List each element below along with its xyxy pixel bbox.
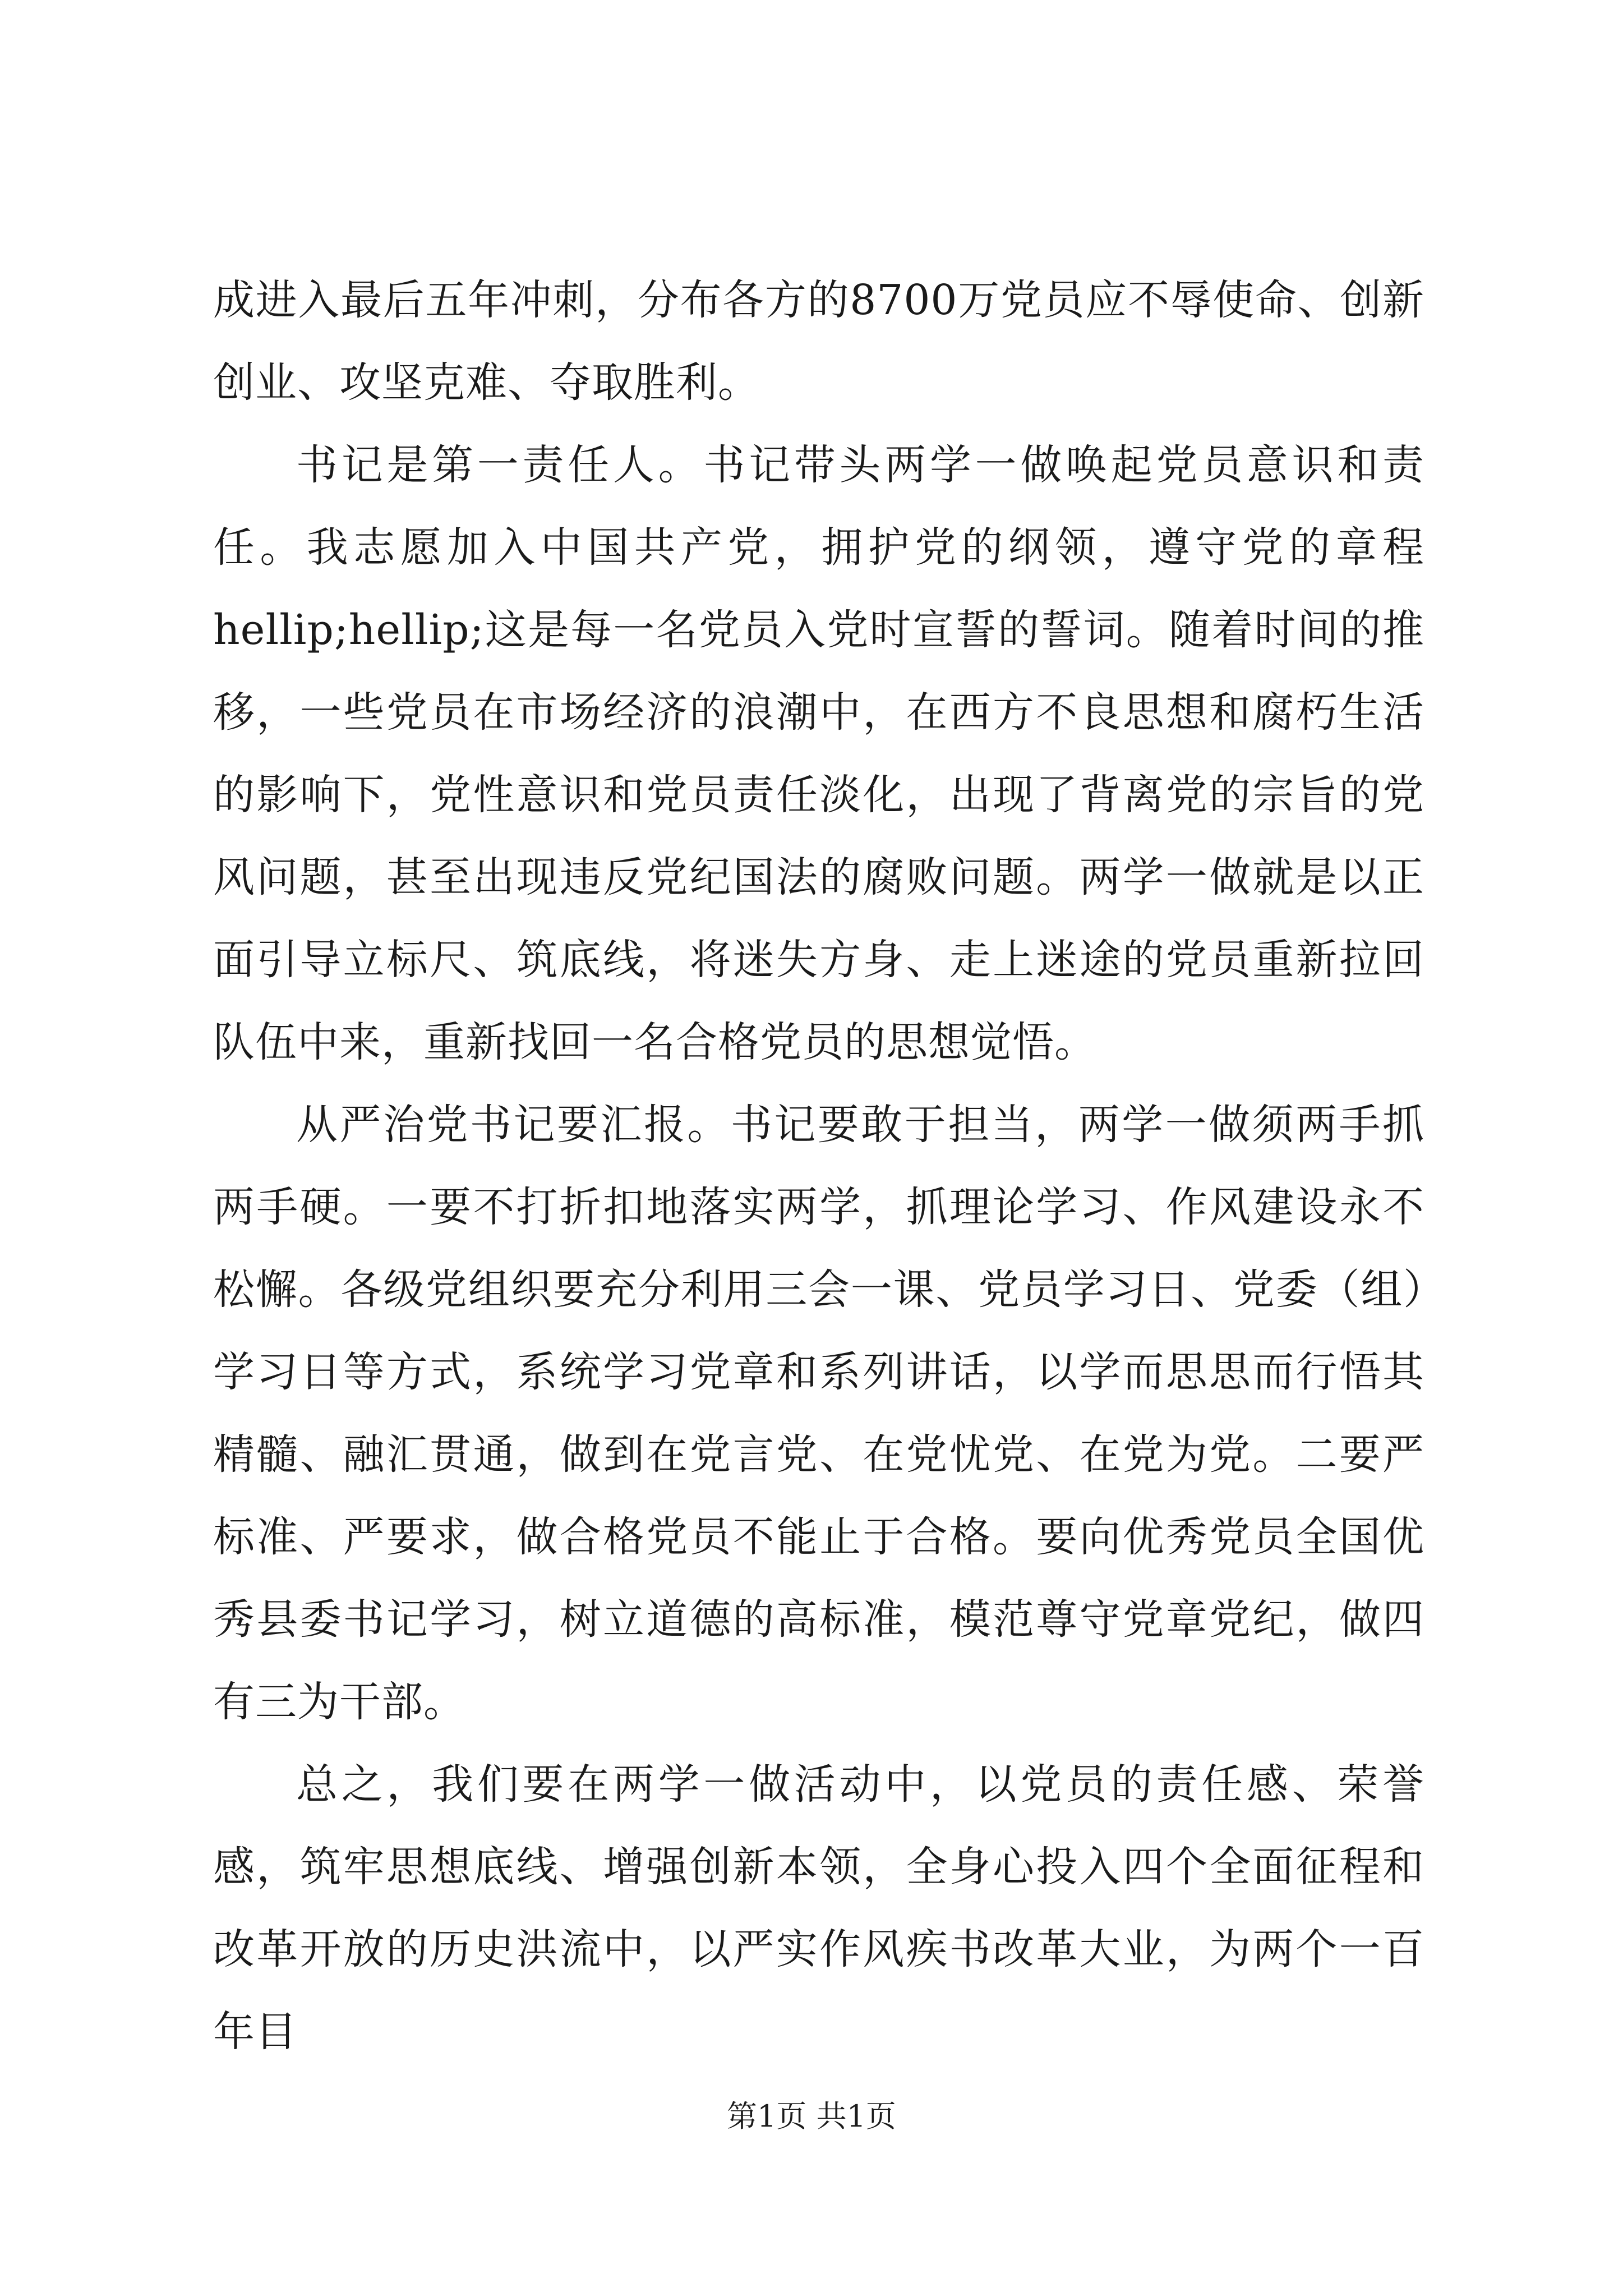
paragraph-3: 从严治党书记要汇报。书记要敢于担当，两学一做须两手抓两手硬。一要不打折扣地落实两学，抓理论学习、作风建设永不松懈。各级党组织要充分利用三会一课、党员学习日、党委（组）学习日等方式，系统学习党章和系列讲话，以学而思思而行悟其精髓、融汇贯通，做到在党言党、在党忧党、在党为党。二要严标准、严要求，做合格党员不能止于合格。要向优秀党员全国优秀县委书记学习，树立道德的高标准，模范尊守党章党纪，做四有三为干部。 xyxy=(213,1101,1424,1726)
paragraph-4: 总之，我们要在两学一做活动中，以党员的责任感、荣誉感，筑牢思想底线、增强创新本领，全身心投入四个全面征程和改革开放的历史洪流中，以严实作风疾书改革大业，为两个一百年目 xyxy=(213,1760,1424,2056)
page-footer: 第1页 共1页 xyxy=(727,2099,896,2134)
paragraph-2: 书记是第一责任人。书记带头两学一做唤起党员意识和责任。我志愿加入中国共产党，拥护党的纲领，遵守党的章程hellip;hellip;这是每一名党员入党时宣誓的誓词。随着时间的推移，一些党员在市场经济的浪潮中，在西方不良思想和腐朽生活的影响下，党性意识和党员责任淡化，出现了背离党的宗旨的党风问题，甚至出现违反党纪国法的腐败问题。两学一做就是以正面引导立标尺、筑底线，将迷失方身、走上迷途的党员重新拉回队伍中来，重新找回一名合格党员的思想觉悟。 xyxy=(213,441,1424,1066)
paragraph-1: 成进入最后五年冲刺，分布各方的8700万党员应不辱使命、创新创业、攻坚克难、夺取胜利。 xyxy=(213,276,1424,407)
document-body xyxy=(213,259,1424,2073)
